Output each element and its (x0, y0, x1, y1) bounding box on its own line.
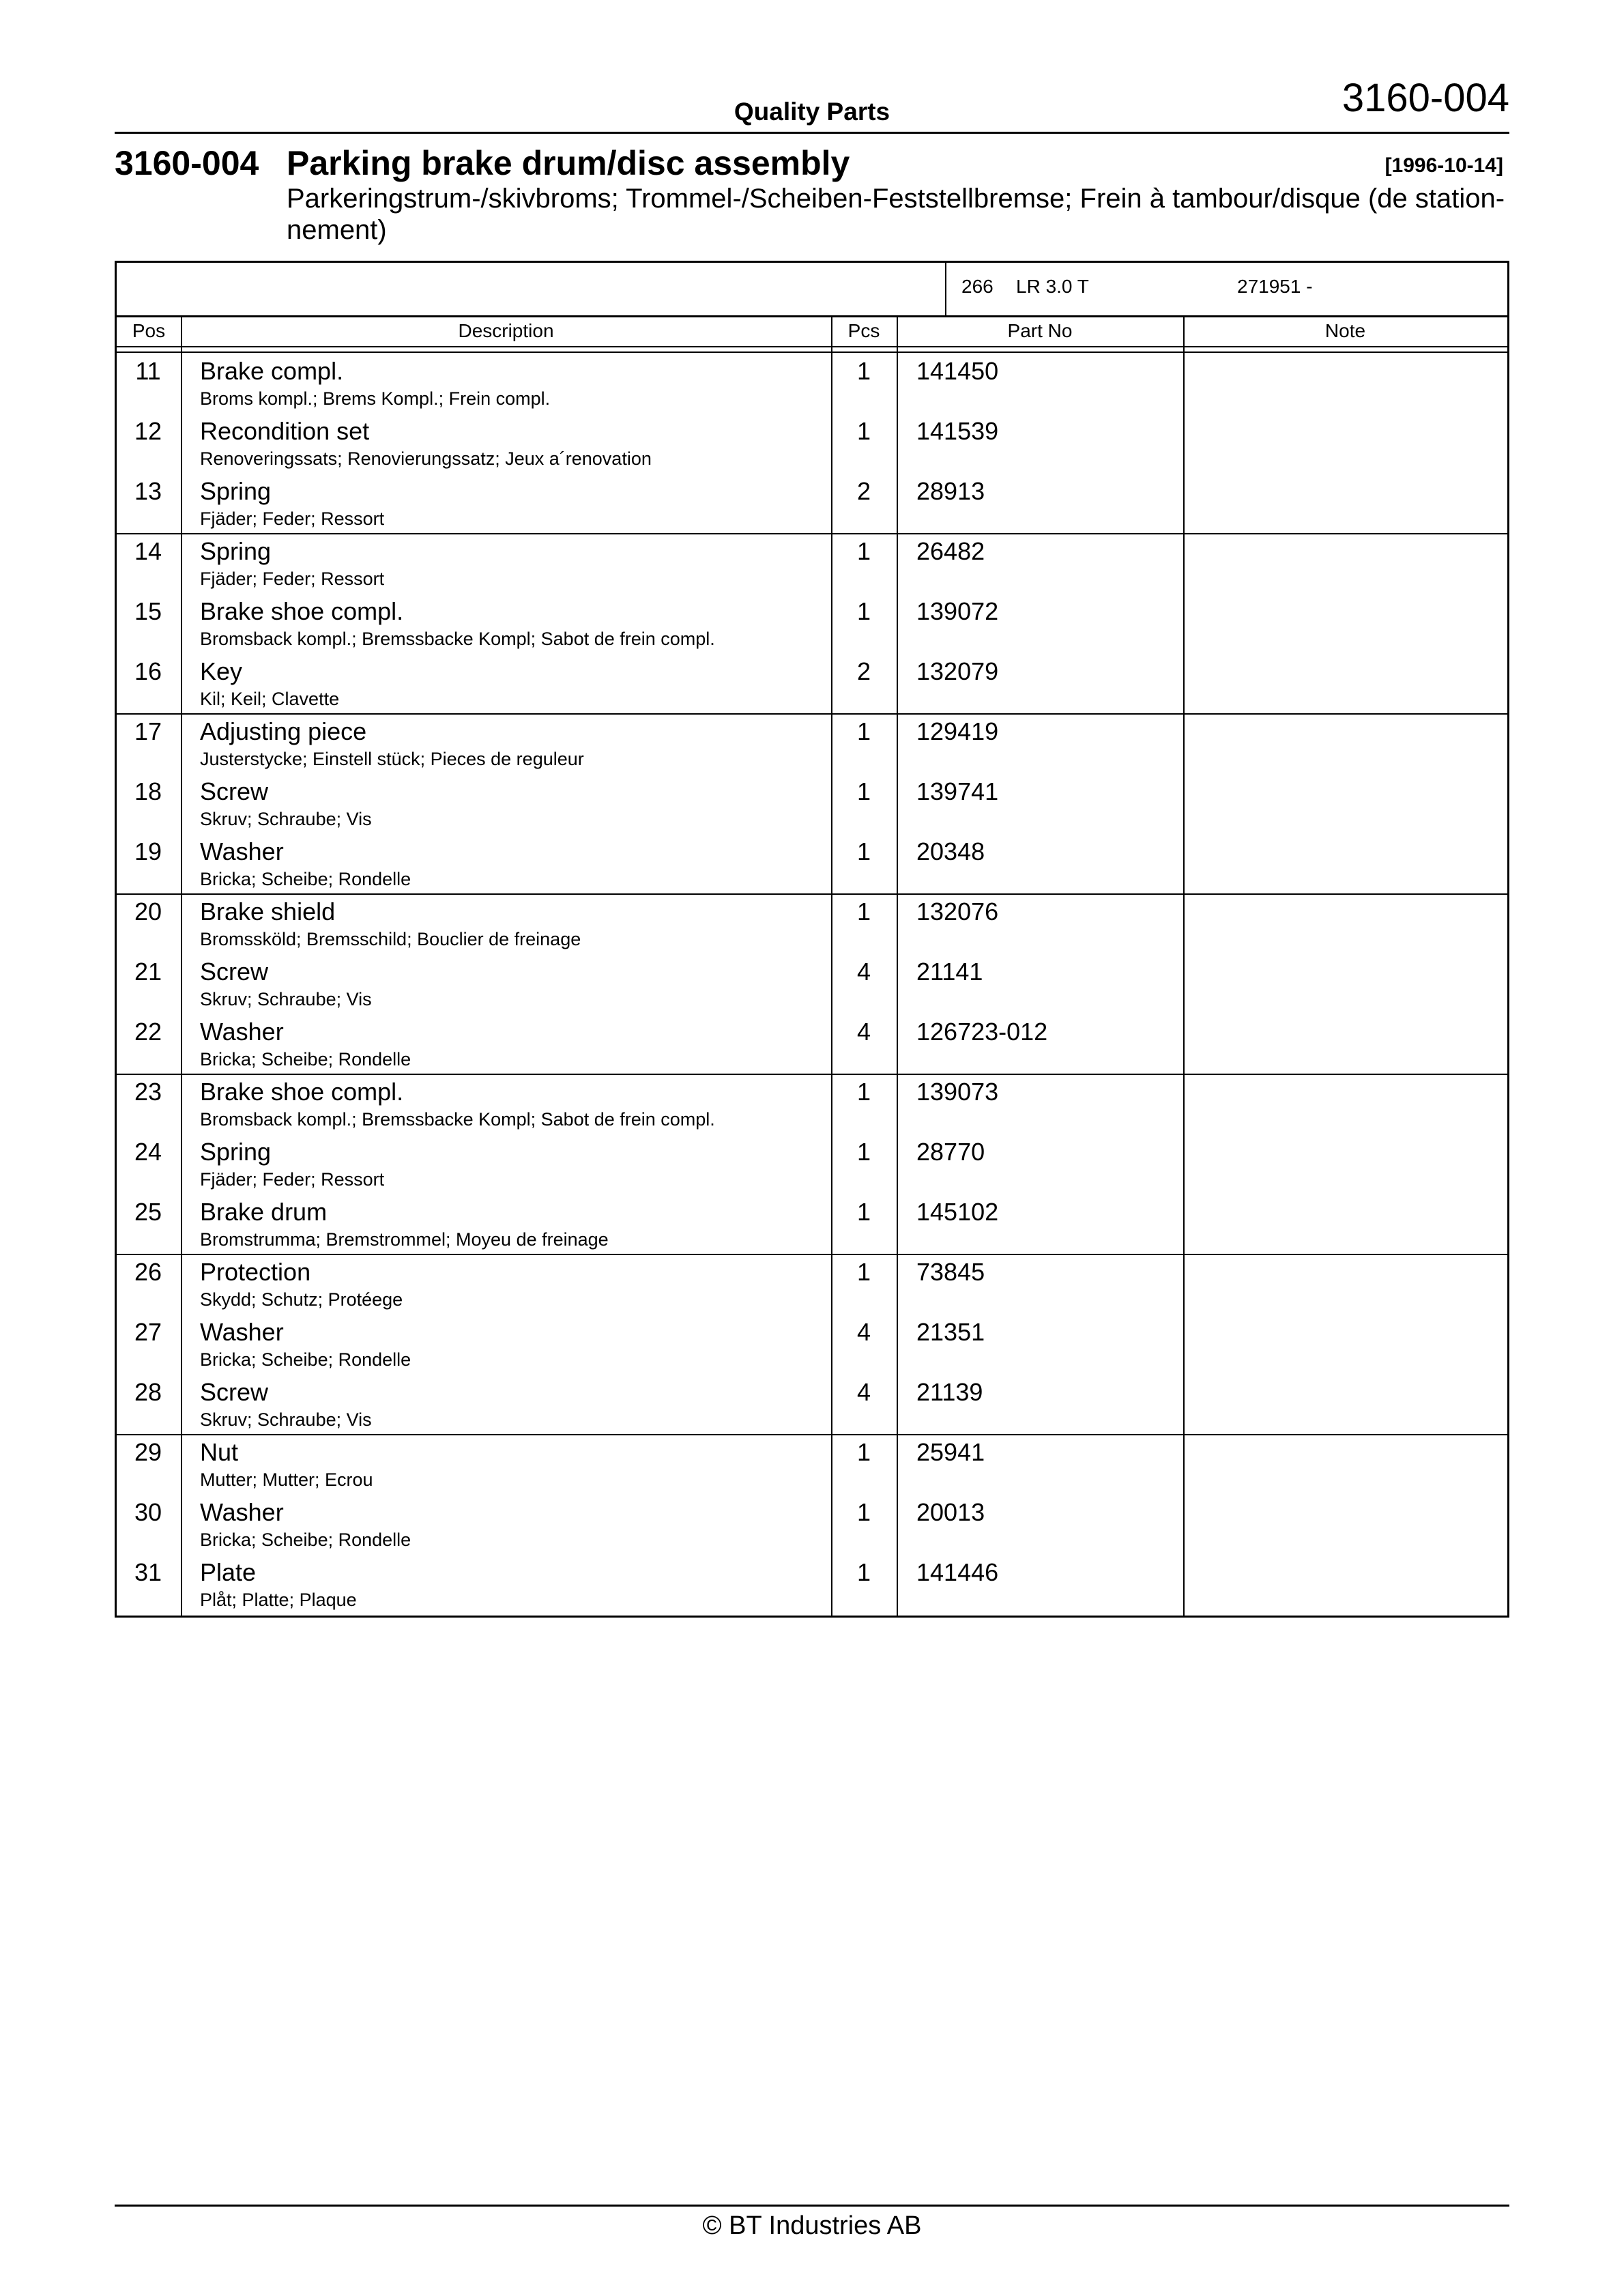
part-pos: 19 (134, 837, 162, 865)
part-description: Adjusting piece (200, 717, 367, 745)
part-number: 132076 (916, 898, 999, 925)
part-number: 129419 (916, 717, 999, 745)
part-pos: 26 (134, 1258, 162, 1286)
part-description: Screw (200, 958, 269, 986)
part-pos: 21 (134, 958, 162, 986)
part-quantity: 1 (856, 777, 871, 805)
part-pos: 14 (134, 537, 162, 565)
table-row (117, 1374, 1507, 1434)
part-number: 26482 (916, 537, 985, 565)
part-pos: 27 (134, 1318, 162, 1346)
part-quantity: 1 (856, 1258, 871, 1286)
part-quantity: 1 (856, 1498, 871, 1526)
part-description-translations: Fjäder; Feder; Ressort (200, 1169, 385, 1190)
part-description-translations: Mutter; Mutter; Ecrou (200, 1469, 373, 1490)
part-quantity: 4 (856, 958, 871, 986)
part-quantity: 2 (856, 477, 871, 505)
part-number: 25941 (916, 1438, 985, 1466)
part-number: 132079 (916, 657, 999, 685)
part-number: 139073 (916, 1078, 999, 1106)
part-number: 126723-012 (916, 1018, 1048, 1046)
part-quantity: 1 (856, 1138, 871, 1166)
part-description: Recondition set (200, 417, 370, 445)
part-description: Plate (200, 1558, 257, 1586)
table-row (117, 953, 1507, 1014)
part-pos: 28 (134, 1378, 162, 1406)
table-row (117, 1314, 1507, 1374)
part-description: Brake shoe compl. (200, 1078, 404, 1106)
part-quantity: 1 (856, 1198, 871, 1226)
part-quantity: 1 (856, 1438, 871, 1466)
part-description-translations: Broms kompl.; Brems Kompl.; Frein compl. (200, 388, 551, 409)
header-brand: Quality Parts (734, 98, 890, 126)
part-pos: 17 (134, 717, 162, 745)
part-pos: 18 (134, 777, 162, 805)
table-row (117, 473, 1507, 533)
table-row (117, 653, 1507, 713)
part-pos: 15 (134, 597, 162, 625)
part-description: Nut (200, 1438, 239, 1466)
table-row (117, 413, 1507, 473)
part-description-translations: Bromstrumma; Bremstrommel; Moyeu de freinage (200, 1229, 609, 1250)
part-number: 139072 (916, 597, 999, 625)
table-row (117, 1194, 1507, 1254)
part-pos: 29 (134, 1438, 162, 1466)
part-number: 28770 (916, 1138, 985, 1166)
revision-date: [1996-10-14] (1384, 154, 1503, 177)
model-row (117, 263, 1507, 317)
part-quantity: 1 (856, 357, 871, 385)
table-row (117, 1254, 1507, 1314)
part-quantity: 1 (856, 597, 871, 625)
part-pos: 12 (134, 417, 162, 445)
part-description: Brake shoe compl. (200, 597, 404, 625)
part-number: 141446 (916, 1558, 999, 1586)
part-description-translations: Justerstycke; Einstell stück; Pieces de reguleur (200, 749, 584, 769)
part-description: Key (200, 657, 243, 685)
part-pos: 31 (134, 1558, 162, 1586)
part-number: 28913 (916, 477, 985, 505)
model-serial: 271951 - (1237, 276, 1313, 297)
part-description-translations: Plåt; Platte; Plaque (200, 1590, 357, 1610)
part-description: Washer (200, 1498, 284, 1526)
part-number: 141539 (916, 417, 999, 445)
part-description: Brake drum (200, 1198, 328, 1226)
part-description: Washer (200, 1318, 284, 1346)
part-pos: 30 (134, 1498, 162, 1526)
part-pos: 20 (134, 898, 162, 925)
col-part-no: Part No (1007, 320, 1073, 341)
part-description: Brake compl. (200, 357, 344, 385)
part-quantity: 1 (856, 537, 871, 565)
part-description: Spring (200, 537, 272, 565)
part-description: Screw (200, 777, 269, 805)
model-name: LR 3.0 T (1016, 276, 1089, 297)
part-quantity: 1 (856, 417, 871, 445)
table-row (117, 833, 1507, 893)
part-description-translations: Skruv; Schraube; Vis (200, 1409, 372, 1430)
table-row (117, 1494, 1507, 1554)
part-description: Washer (200, 837, 284, 865)
part-quantity: 2 (856, 657, 871, 685)
part-number: 139741 (916, 777, 999, 805)
part-number: 141450 (916, 357, 999, 385)
part-description-translations: Bromsback kompl.; Bremssbacke Kompl; Sabot de frein compl. (200, 629, 715, 649)
part-quantity: 4 (856, 1378, 871, 1406)
part-description-translations: Skydd; Schutz; Protéege (200, 1289, 403, 1310)
col-description: Description (458, 320, 554, 341)
part-description-translations: Bricka; Scheibe; Rondelle (200, 1049, 411, 1070)
part-description: Spring (200, 1138, 272, 1166)
table-row (117, 1554, 1507, 1614)
part-description-translations: Kil; Keil; Clavette (200, 689, 340, 709)
footer-copyright: © BT Industries AB (702, 2211, 922, 2240)
col-note: Note (1324, 320, 1366, 341)
part-number: 145102 (916, 1198, 999, 1226)
table-row (117, 1074, 1507, 1134)
part-quantity: 1 (856, 1078, 871, 1106)
col-pos: Pos (132, 320, 166, 341)
col-pcs: Pcs (847, 320, 880, 341)
part-number: 73845 (916, 1258, 985, 1286)
part-pos: 23 (134, 1078, 162, 1106)
footer-rule (115, 2205, 1509, 2207)
part-number: 21139 (916, 1378, 983, 1406)
part-quantity: 1 (856, 717, 871, 745)
part-description: Protection (200, 1258, 311, 1286)
part-description-translations: Fjäder; Feder; Ressort (200, 569, 385, 589)
part-description-translations: Bricka; Scheibe; Rondelle (200, 1530, 411, 1550)
parts-table (115, 261, 1509, 1618)
part-description-translations: Skruv; Schraube; Vis (200, 809, 372, 829)
header-rule-1 (117, 346, 1507, 347)
part-description-translations: Skruv; Schraube; Vis (200, 989, 372, 1009)
part-quantity: 1 (856, 837, 871, 865)
section-code: 3160-004 (115, 144, 259, 182)
part-quantity: 4 (856, 1018, 871, 1046)
model-divider (945, 263, 946, 315)
table-row (117, 1134, 1507, 1194)
table-row (117, 713, 1507, 773)
page-subtitle: Parkeringstrum-/skivbroms; Trommel-/Scheiben-Feststellbremse; Frein à tambour/disque (de station-nement) (287, 184, 1505, 245)
column-header (117, 317, 1507, 345)
part-description-translations: Bricka; Scheibe; Rondelle (200, 869, 411, 889)
table-row (117, 593, 1507, 653)
part-pos: 24 (134, 1138, 162, 1166)
part-description: Washer (200, 1018, 284, 1046)
table-row (117, 773, 1507, 833)
table-row (117, 353, 1507, 413)
part-quantity: 1 (856, 898, 871, 925)
part-pos: 22 (134, 1018, 162, 1046)
part-description: Spring (200, 477, 272, 505)
part-number: 21351 (916, 1318, 985, 1346)
table-row (117, 1434, 1507, 1494)
part-description-translations: Bromsback kompl.; Bremssbacke Kompl; Sabot de frein compl. (200, 1109, 715, 1130)
part-description: Screw (200, 1378, 269, 1406)
part-pos: 25 (134, 1198, 162, 1226)
part-number: 21141 (916, 958, 983, 986)
table-row (117, 893, 1507, 953)
table-row (117, 533, 1507, 593)
part-description: Brake shield (200, 898, 336, 925)
part-description-translations: Fjäder; Feder; Ressort (200, 508, 385, 529)
model-code: 266 (961, 276, 994, 297)
part-description-translations: Bromssköld; Bremsschild; Bouclier de freinage (200, 929, 581, 949)
part-number: 20348 (916, 837, 985, 865)
header-rule (115, 132, 1509, 134)
part-quantity: 4 (856, 1318, 871, 1346)
part-number: 20013 (916, 1498, 985, 1526)
part-description-translations: Bricka; Scheibe; Rondelle (200, 1349, 411, 1370)
table-row (117, 1014, 1507, 1074)
part-pos: 11 (135, 357, 161, 385)
part-description-translations: Renoveringssats; Renovierungssatz; Jeux a´renovation (200, 448, 652, 469)
page-title: Parking brake drum/disc assembly (287, 144, 850, 182)
part-pos: 13 (134, 477, 162, 505)
part-quantity: 1 (856, 1558, 871, 1586)
part-pos: 16 (134, 657, 162, 685)
document-code: 3160-004 (1342, 76, 1509, 120)
